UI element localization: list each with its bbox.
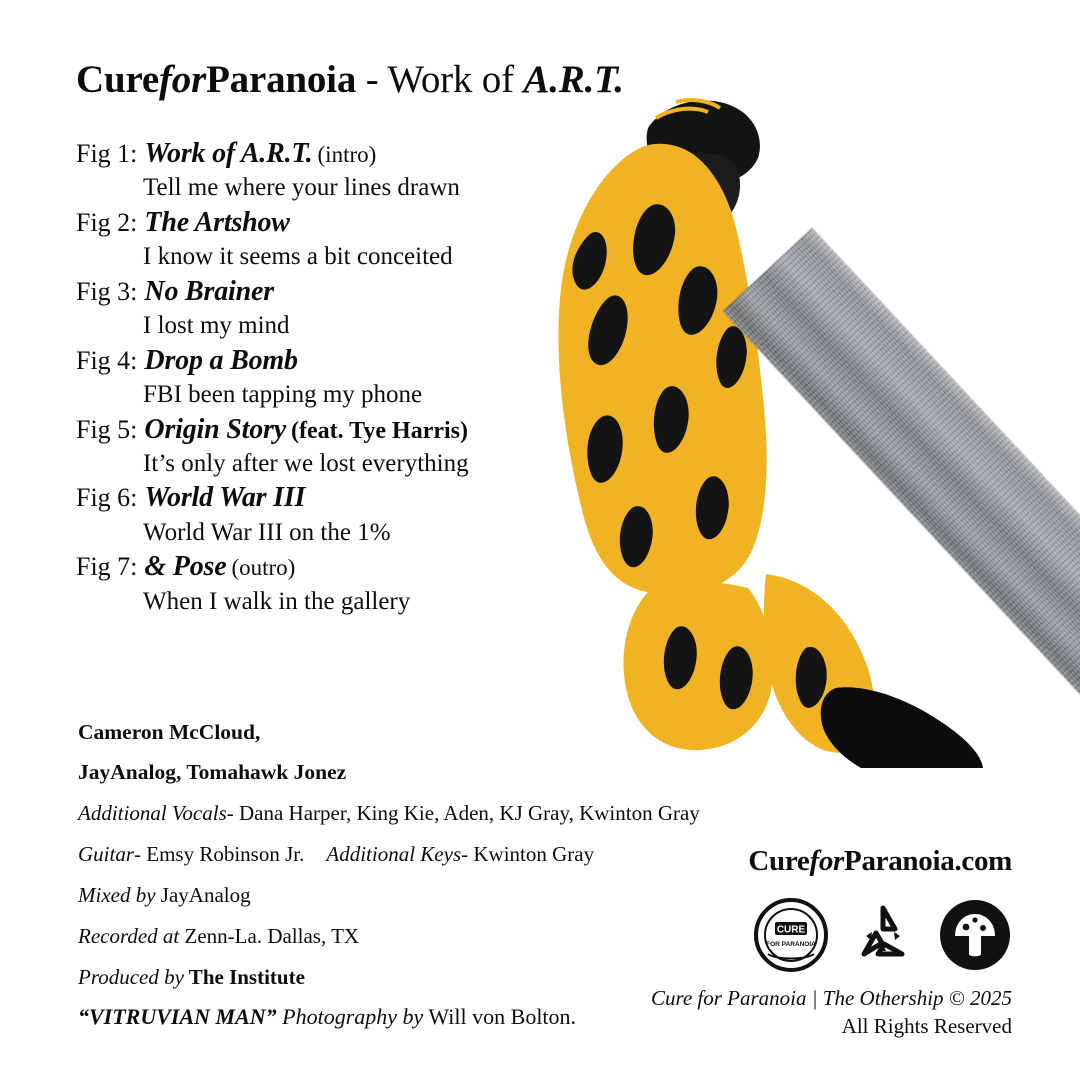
track-title: Drop a Bomb [144, 344, 298, 376]
recycling-triangle-badge [846, 898, 920, 972]
credit-label: Mixed by [78, 883, 156, 907]
title-artist-for: for [158, 58, 207, 101]
cure-for-paranoia-logo-badge [754, 898, 828, 972]
badge-text-top: CURE [776, 924, 806, 936]
list-item [76, 480, 636, 548]
track-note: (intro) [317, 142, 377, 167]
list-item [76, 136, 636, 204]
track-title: & Pose [144, 551, 227, 583]
title-work: Work of [387, 58, 514, 101]
track-note: (feat. Tye Harris) [290, 417, 468, 444]
website-part1: Cure [748, 845, 810, 877]
website-for: for [809, 845, 845, 877]
credit-value: JayAnalog [155, 883, 251, 907]
credit-value: Zenn-La. Dallas, TX [179, 924, 360, 948]
credits-block [78, 722, 698, 1008]
tracklist [76, 136, 636, 618]
credit-value-2: - Kwinton Gray [461, 842, 595, 866]
website-part2: Paranoia.com [844, 845, 1012, 877]
track-lyric: It’s only after we lost everything [143, 449, 469, 477]
title-artist-part1: Cure [76, 58, 159, 101]
credit-label: Guitar [78, 842, 135, 866]
credit-label: Additional Vocals [78, 801, 227, 825]
credit-label-2: Additional Keys [326, 842, 462, 866]
website-link[interactable] [748, 845, 1012, 878]
copyright-line-1: Cure for Paranoia | The Othership © 2025 [650, 986, 1012, 1010]
credit-label: Recorded at [78, 924, 180, 948]
credit-row-additional-vocals [78, 803, 698, 824]
list-item [76, 549, 636, 617]
credit-row-recorded-at [78, 926, 698, 947]
credit-label: Produced by [78, 965, 184, 989]
list-item [76, 274, 636, 342]
credit-row-produced-by [78, 967, 698, 988]
track-lyric: FBI been tapping my phone [143, 381, 423, 409]
track-figure-label: Fig 1: [76, 139, 138, 168]
track-lyric: When I walk in the gallery [143, 587, 411, 615]
photo-by-label: Photography by [282, 1004, 424, 1029]
track-title: World War III [144, 482, 306, 514]
track-lyric: I know it seems a bit conceited [143, 243, 453, 271]
list-item [76, 205, 636, 273]
track-title: No Brainer [144, 275, 274, 307]
track-lyric: World War III on the 1% [143, 518, 391, 546]
track-figure-label: Fig 5: [76, 414, 138, 444]
track-title: The Artshow [144, 206, 290, 238]
track-note: (outro) [231, 555, 296, 581]
track-lyric: I lost my mind [143, 312, 290, 340]
title-art: A.R.T. [523, 58, 624, 101]
track-figure-label: Fig 6: [76, 483, 138, 513]
title-artist-part2: Paranoia [206, 58, 357, 101]
track-figure-label: Fig 7: [76, 552, 138, 582]
track-figure-label: Fig 3: [76, 276, 138, 306]
credit-value: - Dana Harper, King Kie, Aden, KJ Gray, Kwinton Gray [226, 801, 700, 825]
mushroom-badge [938, 898, 1012, 972]
credit-value: The Institute [183, 965, 305, 989]
credit-row-guitar-keys [78, 844, 698, 865]
credit-primary-artist-1: Cameron McCloud, [78, 720, 261, 744]
title-dash: - [365, 58, 379, 101]
track-title: Work of A.R.T. [144, 138, 313, 169]
photo-title: “VITRUVIAN MAN” [78, 1004, 277, 1029]
credit-value: - Emsy Robinson Jr. [134, 842, 305, 866]
track-title: Origin Story [144, 413, 286, 445]
track-figure-label: Fig 2: [76, 207, 138, 237]
photographer-name: Will von Bolton. [428, 1004, 577, 1029]
copyright-block [651, 985, 1012, 1041]
credit-row-mixed-by [78, 885, 698, 906]
credit-primary-artist-2: JayAnalog, Tomahawk Jonez [78, 759, 347, 784]
list-item [76, 343, 636, 411]
photo-credit [78, 1004, 576, 1030]
track-lyric: Tell me where your lines drawn [143, 174, 460, 202]
copyright-line-2: All Rights Reserved [841, 1013, 1012, 1038]
badge-text-bottom: FOR PARANOIA [766, 941, 816, 948]
track-figure-label: Fig 4: [76, 345, 138, 375]
list-item [76, 412, 636, 480]
badge-row [754, 898, 1012, 972]
